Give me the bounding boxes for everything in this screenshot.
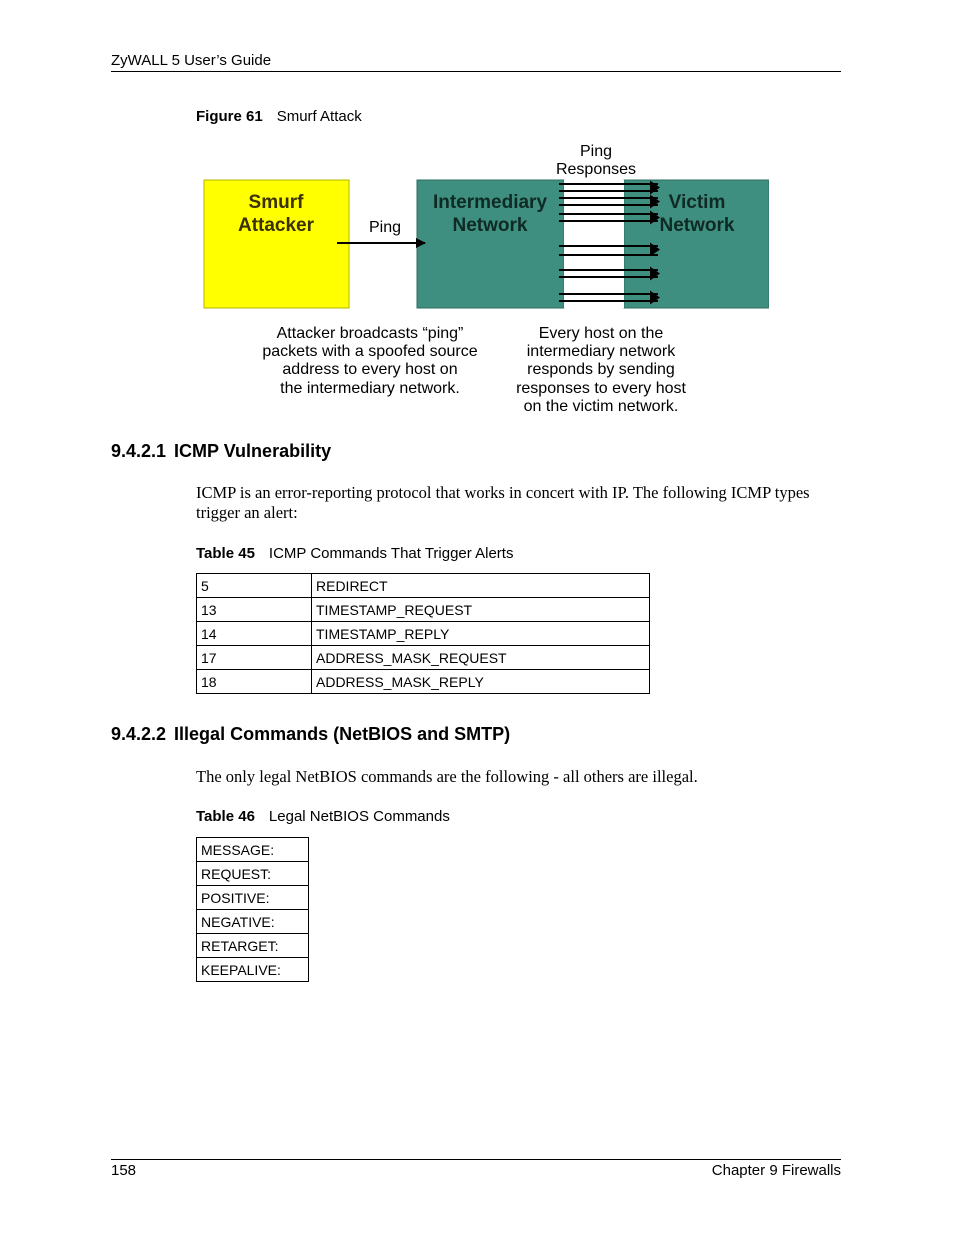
table46-label: Table 46 (196, 808, 255, 825)
table-row (197, 958, 309, 982)
table-row (197, 886, 309, 910)
victim-label-2: Network (659, 215, 735, 236)
section-number: 9.4.2.1 (111, 441, 167, 461)
netbios-command: NEGATIVE: (197, 910, 309, 934)
icmp-name: TIMESTAMP_REPLY (312, 622, 650, 646)
table-row (197, 934, 309, 958)
chapter-title: Chapter 9 Firewalls (711, 1162, 841, 1179)
section-title: Illegal Commands (NetBIOS and SMTP) (174, 724, 511, 744)
table45-caption (196, 545, 513, 562)
responses-label-1: Ping (579, 143, 613, 160)
left-note-2: packets with a spoofed source (262, 343, 478, 360)
table-row (197, 862, 309, 886)
attacker-label-1: Smurf (248, 192, 304, 213)
netbios-command: KEEPALIVE: (197, 958, 309, 982)
section-heading-netbios (111, 724, 510, 745)
table-row (197, 838, 309, 862)
table-row (197, 622, 650, 646)
table-row (197, 670, 650, 694)
icmp-code: 14 (197, 622, 312, 646)
netbios-paragraph: The only legal NetBIOS commands are the following - all others are illegal. (196, 767, 698, 786)
intermediary-label-1: Intermediary (432, 192, 548, 213)
table45-label: Table 45 (196, 545, 255, 562)
right-note-1: Every host on the (538, 325, 664, 342)
section-number: 9.4.2.2 (111, 724, 167, 744)
page-number: 158 (111, 1162, 137, 1179)
table-row (197, 910, 309, 934)
table46-caption (196, 808, 450, 825)
right-note-2: intermediary network (526, 343, 676, 360)
response-gap (564, 180, 624, 308)
table-row (197, 598, 650, 622)
right-note-4: responses to every host (516, 380, 686, 397)
table-row (197, 646, 650, 670)
netbios-table (196, 837, 309, 982)
right-note-5: on the victim network. (523, 398, 679, 415)
netbios-command: MESSAGE: (197, 838, 309, 862)
icmp-name: ADDRESS_MASK_REPLY (312, 670, 650, 694)
netbios-command: RETARGET: (197, 934, 309, 958)
left-note-3: address to every host on (282, 361, 458, 378)
left-note-1: Attacker broadcasts “ping” (276, 325, 464, 342)
smurf-attack-diagram (203, 140, 769, 415)
right-note-3: responds by sending (527, 361, 675, 378)
icmp-name: ADDRESS_MASK_REQUEST (312, 646, 650, 670)
left-note-4: the intermediary network. (280, 380, 460, 397)
footer-rule (111, 1159, 841, 1160)
table46-title: Legal NetBIOS Commands (268, 808, 450, 825)
icmp-code: 5 (197, 574, 312, 598)
section-heading-icmp (111, 441, 331, 462)
figure-caption (196, 108, 362, 125)
responses-label-2: Responses (555, 161, 637, 178)
netbios-command: REQUEST: (197, 862, 309, 886)
smurf-attack-svg (203, 140, 769, 415)
section-title: ICMP Vulnerability (174, 441, 332, 461)
netbios-command: POSITIVE: (197, 886, 309, 910)
table45-title: ICMP Commands That Trigger Alerts (268, 545, 514, 562)
icmp-name: TIMESTAMP_REQUEST (312, 598, 650, 622)
figure-title: Smurf Attack (276, 108, 362, 125)
icmp-paragraph: ICMP is an error-reporting protocol that works in concert with IP. The following ICMP types trigger an alert: (196, 483, 810, 522)
icmp-code: 17 (197, 646, 312, 670)
icmp-code: 13 (197, 598, 312, 622)
table-row (197, 574, 650, 598)
running-header: ZyWALL 5 User’s Guide (111, 52, 272, 69)
intermediary-label-2: Network (452, 215, 528, 236)
icmp-table (196, 573, 650, 694)
ping-label: Ping (368, 219, 402, 236)
header-rule (111, 71, 841, 72)
icmp-name: REDIRECT (312, 574, 650, 598)
victim-label-1: Victim (668, 192, 726, 213)
figure-label: Figure 61 (196, 108, 263, 125)
attacker-label-2: Attacker (237, 215, 315, 236)
icmp-code: 18 (197, 670, 312, 694)
